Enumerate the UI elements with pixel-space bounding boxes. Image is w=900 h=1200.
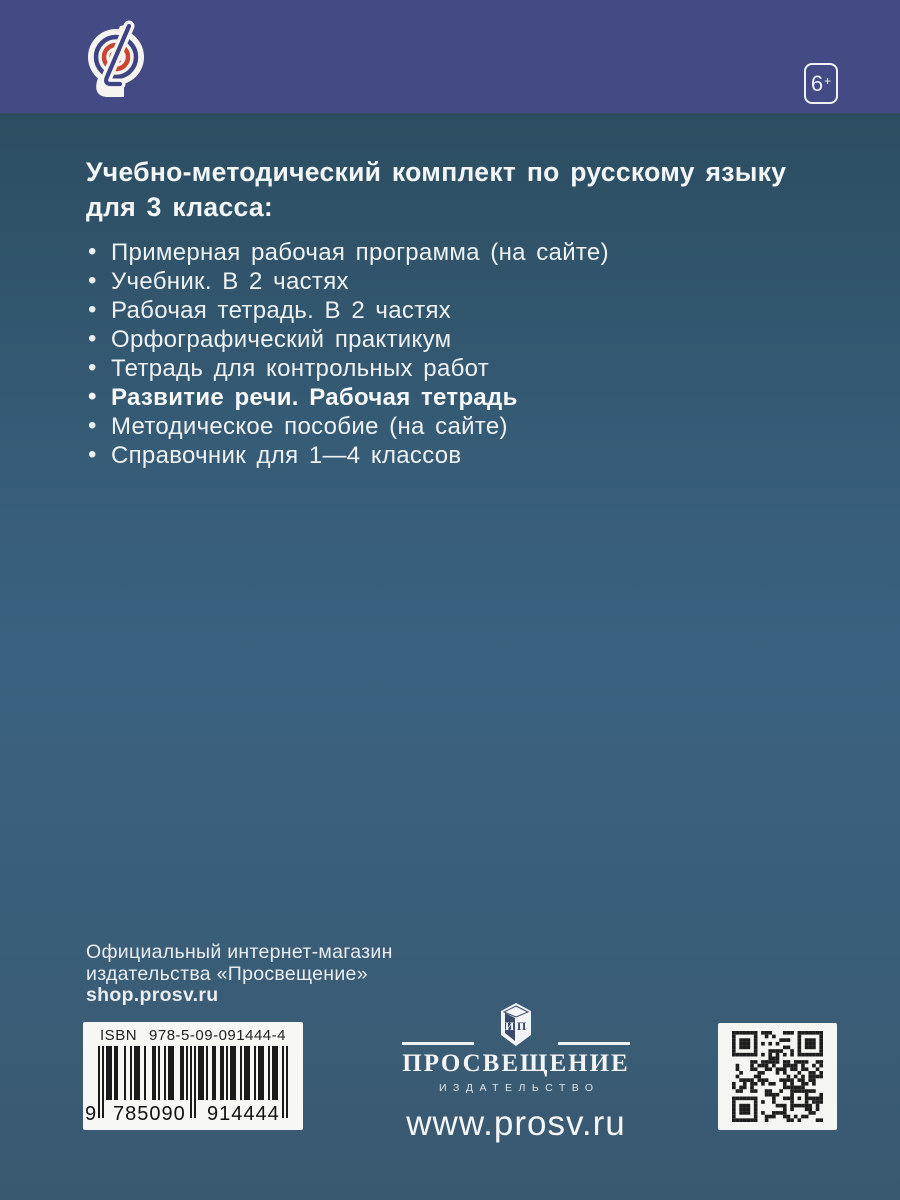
isbn-label: ISBN	[100, 1027, 138, 1044]
bullet-icon: •	[88, 325, 97, 352]
bullet-icon: •	[88, 267, 97, 294]
publisher-url: www.prosv.ru	[406, 1104, 626, 1143]
list-item	[88, 238, 748, 266]
kit-heading-line2: для 3 класса:	[86, 192, 274, 222]
publisher-subtitle: ИЗДАТЕЛЬСТВО	[438, 1082, 600, 1094]
store-line2: издательства «Просвещение»	[86, 962, 368, 985]
isbn-barcode	[83, 1022, 303, 1130]
store-line1: Официальный интернет-магазин	[86, 941, 393, 963]
list-item	[88, 354, 748, 382]
list-item	[88, 296, 748, 324]
kit-heading	[86, 155, 806, 225]
list-item-text: Орфографический практикум	[111, 326, 452, 353]
barcode-digits-left: 785090	[113, 1102, 186, 1125]
publisher-name: ПРОСВЕЩЕНИЕ	[402, 1050, 630, 1077]
rule-right	[558, 1042, 630, 1045]
list-item-text: Развитие речи. Рабочая тетрадь	[111, 384, 518, 411]
list-item	[88, 441, 748, 469]
list-item	[88, 325, 748, 353]
list-item-text: Примерная рабочая программа (на сайте)	[111, 239, 609, 266]
age-plus: +	[824, 73, 832, 88]
list-item	[88, 267, 748, 295]
bullet-icon: •	[88, 354, 97, 381]
publisher-cube-icon	[500, 1003, 532, 1047]
svg-text:П: П	[516, 1019, 527, 1033]
age-rating-badge	[804, 63, 838, 104]
list-item-text: Справочник для 1—4 классов	[111, 442, 462, 469]
list-item-text: Рабочая тетрадь. В 2 частях	[111, 297, 452, 324]
qr-pattern-icon	[732, 1031, 823, 1122]
list-item-text: Учебник. В 2 частях	[111, 268, 349, 295]
bullet-icon: •	[88, 412, 97, 439]
svg-text:И: И	[504, 1019, 515, 1033]
bullet-icon: •	[88, 296, 97, 323]
list-item	[88, 412, 748, 440]
barcode-digits-right: 914444	[207, 1102, 280, 1125]
barcode-digit-first: 9	[85, 1102, 98, 1125]
qr-code	[718, 1023, 837, 1130]
list-item-text: Методическое пособие (на сайте)	[111, 413, 508, 440]
kit-heading-line1: Учебно-методический комплект по русскому языку	[86, 157, 787, 187]
list-item-text: Тетрадь для контрольных работ	[111, 355, 490, 382]
top-band	[0, 0, 900, 113]
bullet-icon: •	[88, 441, 97, 468]
rule-left	[402, 1042, 474, 1045]
bullet-icon: •	[88, 383, 97, 410]
official-store-block	[86, 942, 393, 1007]
age-number: 6	[810, 70, 824, 96]
publisher-block	[400, 1003, 632, 1144]
isbn-number: 978-5-09-091444-4	[149, 1027, 286, 1044]
list-item-highlighted	[88, 383, 748, 411]
bullet-icon: •	[88, 238, 97, 265]
kit-list	[88, 238, 748, 473]
series-spiral-icon	[84, 20, 148, 102]
isbn-line	[83, 1027, 303, 1044]
barcode-digits	[83, 1102, 303, 1126]
store-url: shop.prosv.ru	[86, 984, 219, 1006]
